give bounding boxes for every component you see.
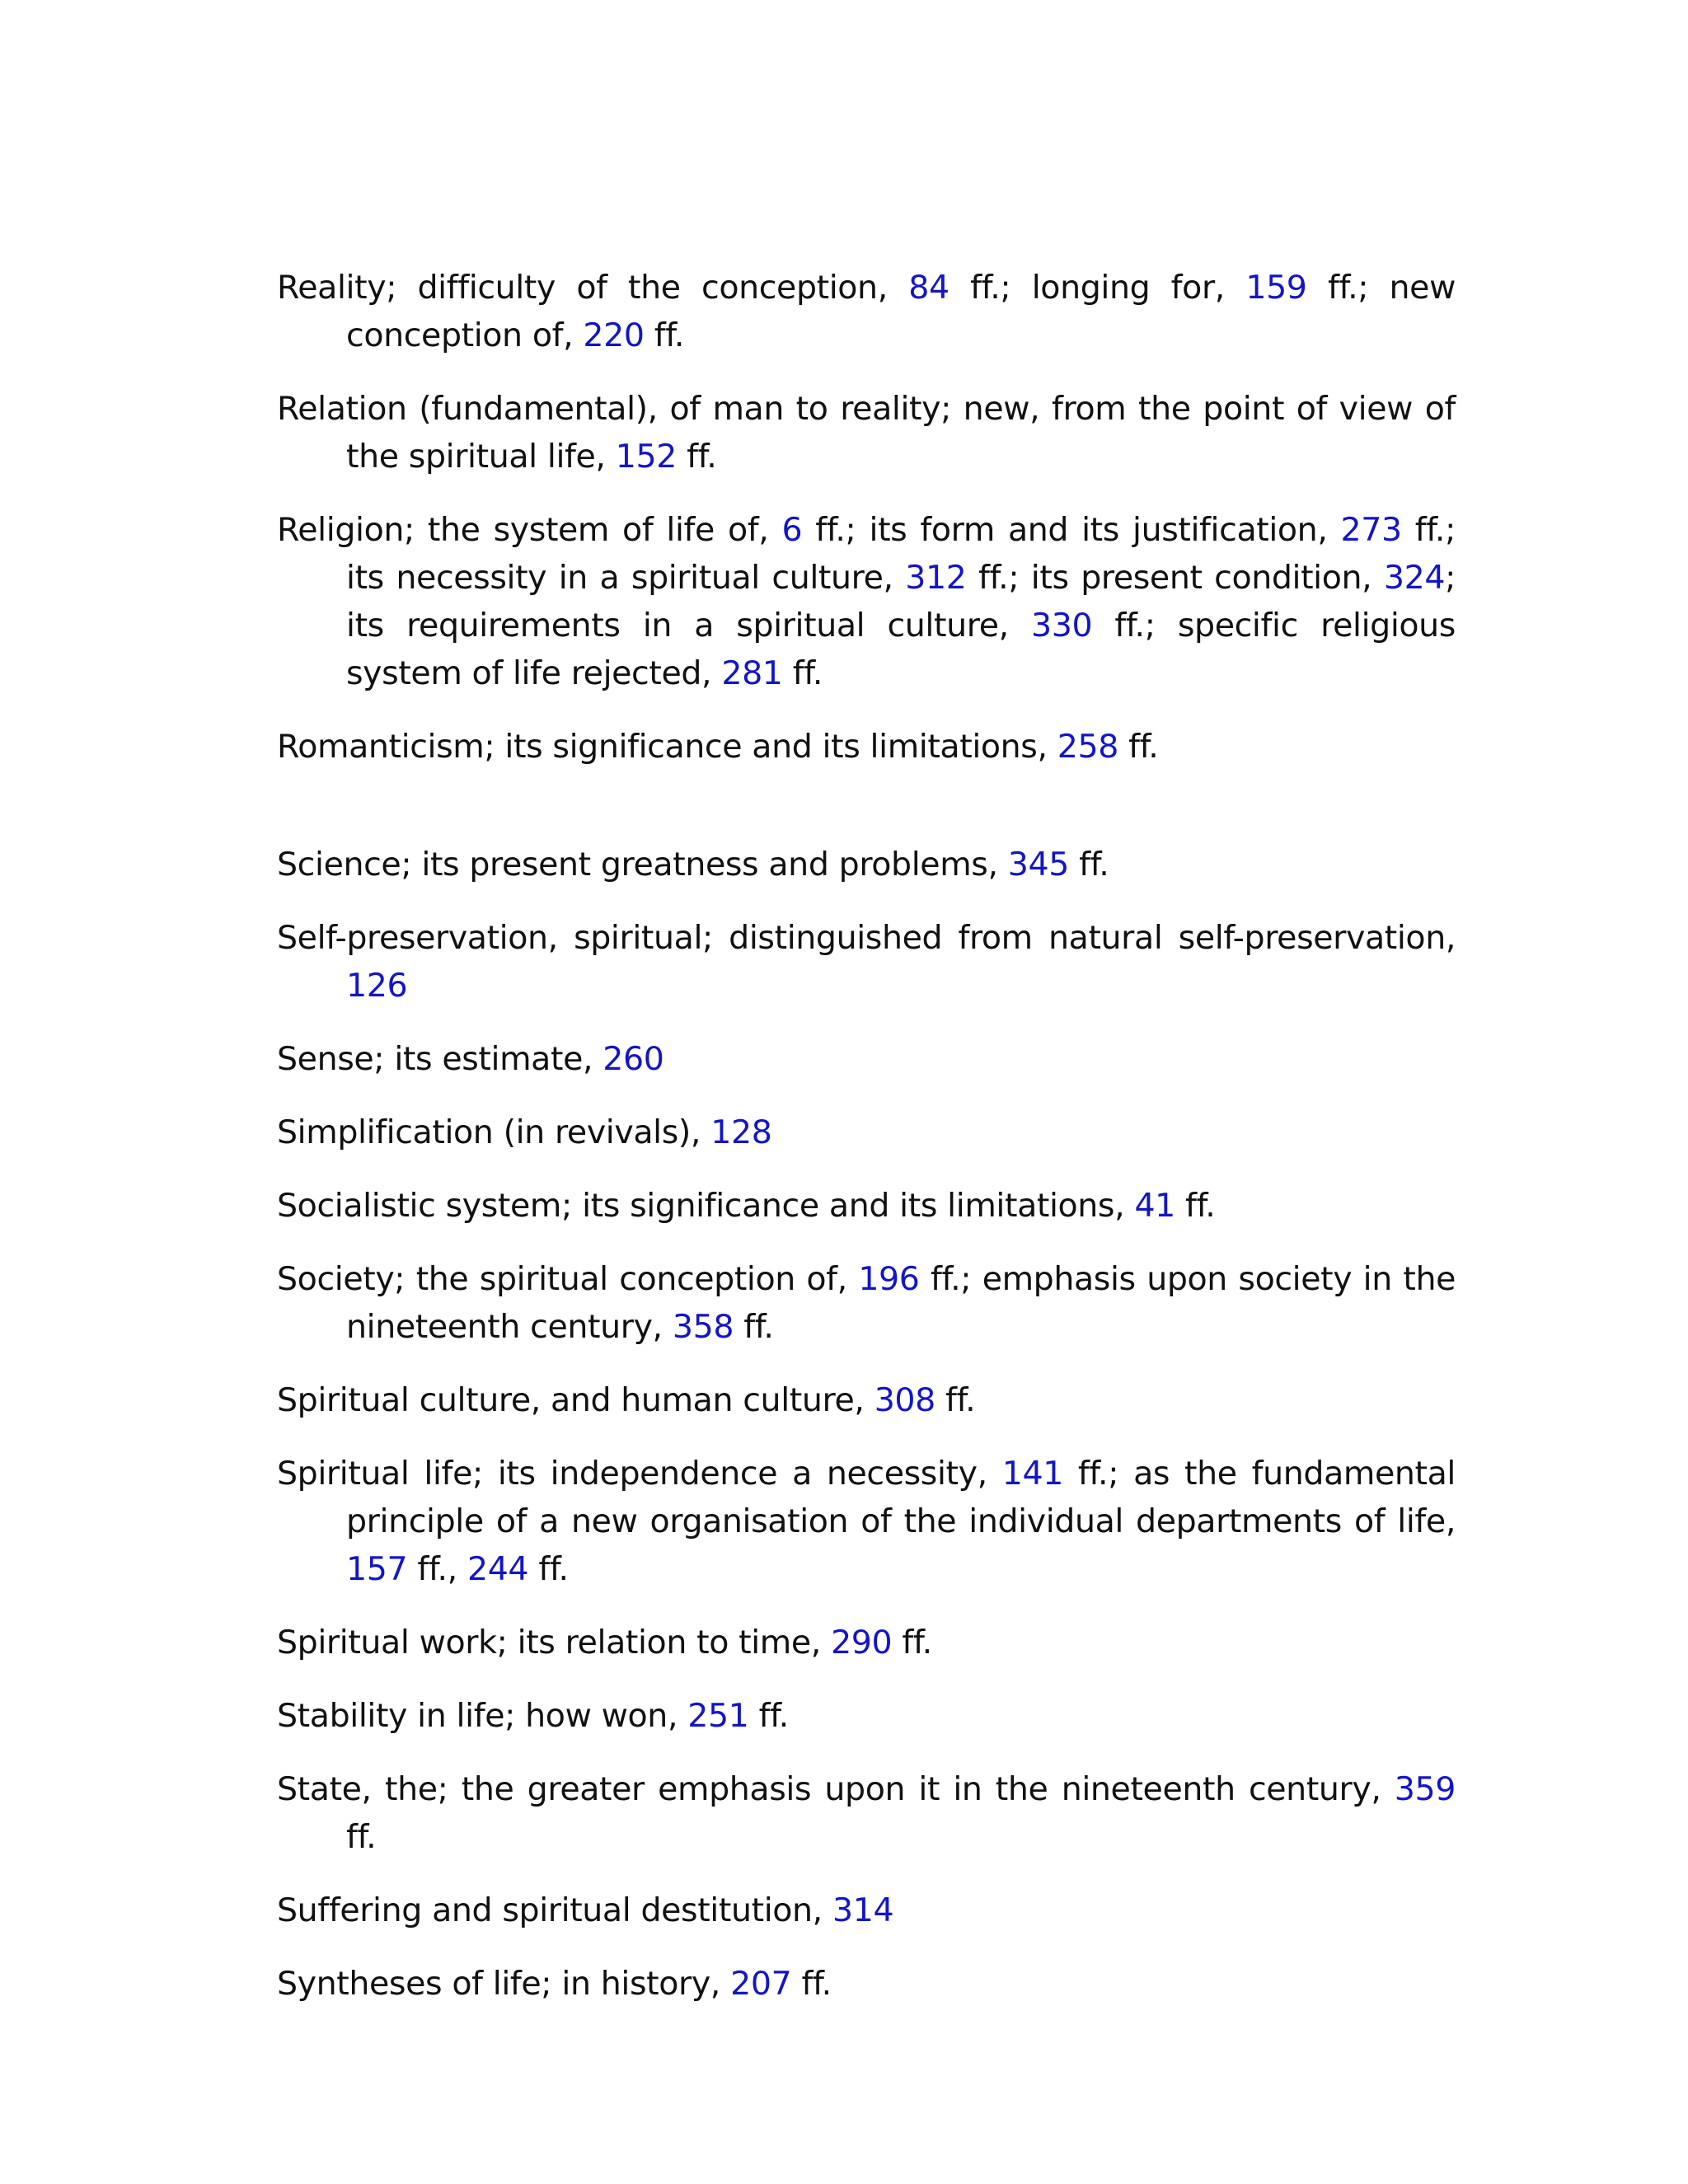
- page-reference-link[interactable]: 260: [603, 1040, 664, 1078]
- page-reference-link[interactable]: 220: [583, 316, 645, 354]
- page-reference-link[interactable]: 152: [615, 438, 677, 476]
- index-entry: [277, 1376, 1456, 1424]
- entry-text: ff.: [782, 654, 823, 692]
- entry-text: ; its requirements in a spiritual culture,: [346, 559, 1456, 644]
- page-reference-link[interactable]: 128: [710, 1113, 772, 1151]
- entry-text: ff.: [644, 316, 685, 354]
- entry-text: ff.: [748, 1697, 789, 1735]
- entry-text: ff.: [1175, 1187, 1216, 1225]
- entry-text: Sense; its estimate,: [277, 1040, 603, 1078]
- page-reference-link[interactable]: 358: [672, 1308, 734, 1346]
- page-reference-link[interactable]: 196: [858, 1260, 920, 1298]
- page-reference-link[interactable]: 324: [1383, 559, 1446, 597]
- index-entry: [277, 1619, 1456, 1666]
- entry-text: ff.; as the fundamental principle of a new organisation of the individual departments of life,: [346, 1455, 1456, 1540]
- index-entry: [277, 1255, 1456, 1351]
- entry-text: Science; its present greatness and problems,: [277, 846, 1008, 883]
- page-reference-link[interactable]: 157: [346, 1550, 408, 1588]
- entry-text: ff.; its necessity in a spiritual culture,: [346, 511, 1456, 597]
- page-reference-link[interactable]: 258: [1057, 728, 1118, 766]
- page-reference-link[interactable]: 290: [831, 1624, 893, 1661]
- entry-text: ff.; emphasis upon society in the nineteenth century,: [346, 1260, 1456, 1346]
- index-entry: [277, 1108, 1456, 1156]
- page-reference-link[interactable]: 6: [781, 511, 803, 549]
- index-entry: [277, 1182, 1456, 1230]
- entry-text: ff.: [346, 1818, 377, 1856]
- entry-text: ff.: [791, 1965, 832, 2003]
- entry-text: Religion; the system of life of,: [277, 511, 782, 549]
- index-entry: [277, 1035, 1456, 1083]
- entry-text: Spiritual work; its relation to time,: [277, 1624, 832, 1661]
- entry-text: ff.: [734, 1308, 774, 1346]
- page-reference-link[interactable]: 244: [467, 1550, 529, 1588]
- entry-text: ff.; specific religious system of life rejected,: [346, 607, 1456, 692]
- page-reference-link[interactable]: 126: [346, 967, 408, 1005]
- entry-text: Suffering and spiritual destitution,: [277, 1891, 832, 1929]
- index-entry: [277, 1960, 1456, 2008]
- entry-text: Romanticism; its significance and its limitations,: [277, 728, 1057, 766]
- page-reference-link[interactable]: 281: [721, 654, 783, 692]
- entry-text: ff.: [676, 438, 717, 476]
- entry-text: Relation (fundamental), of man to reality; new, from the point of view of the spiritual life,: [277, 390, 1456, 476]
- entry-text: Reality; difficulty of the conception,: [277, 269, 909, 307]
- page-reference-link[interactable]: 84: [908, 269, 950, 307]
- page-reference-link[interactable]: 41: [1134, 1187, 1175, 1225]
- entry-text: ff.; new conception of,: [346, 269, 1456, 354]
- index-entry: [277, 1692, 1456, 1740]
- entry-text: ff.; longing for,: [949, 269, 1246, 307]
- entry-text: Syntheses of life; in history,: [277, 1965, 731, 2003]
- entry-text: ff.; its form and its justification,: [802, 511, 1341, 549]
- page-reference-link[interactable]: 141: [1001, 1455, 1063, 1493]
- index-entry: [277, 914, 1456, 1010]
- page-reference-link[interactable]: 207: [730, 1965, 792, 2003]
- index-page: [277, 264, 1456, 2033]
- entry-text: Socialistic system; its significance and its limitations,: [277, 1187, 1135, 1225]
- entry-text: ff.: [528, 1550, 569, 1588]
- entry-text: ff.: [892, 1624, 932, 1661]
- page-reference-link[interactable]: 308: [874, 1381, 935, 1419]
- page-reference-link[interactable]: 273: [1340, 511, 1402, 549]
- index-entry: [277, 723, 1456, 771]
- index-entry: [277, 264, 1456, 359]
- index-entry: [277, 506, 1456, 697]
- entry-text: Spiritual life; its independence a necessity,: [277, 1455, 1002, 1493]
- page-reference-link[interactable]: 345: [1007, 846, 1069, 883]
- entry-text: Simplification (in revivals),: [277, 1113, 711, 1151]
- index-entry: [277, 1450, 1456, 1593]
- page-reference-link[interactable]: 312: [905, 559, 967, 597]
- entry-text: Society; the spiritual conception of,: [277, 1260, 859, 1298]
- page-reference-link[interactable]: 251: [687, 1697, 749, 1735]
- entry-text: State, the; the greater emphasis upon it in the nineteenth century,: [277, 1770, 1395, 1808]
- entry-text: ff.: [935, 1381, 976, 1419]
- entry-text: ff.; its present condition,: [966, 559, 1384, 597]
- page-reference-link[interactable]: 330: [1030, 607, 1093, 644]
- entry-text: ff.,: [407, 1550, 467, 1588]
- page-reference-link[interactable]: 159: [1245, 269, 1307, 307]
- page-reference-link[interactable]: 314: [832, 1891, 894, 1929]
- entry-text: Stability in life; how won,: [277, 1697, 688, 1735]
- page-reference-link[interactable]: 359: [1394, 1770, 1456, 1808]
- index-entry: [277, 385, 1456, 480]
- index-entry: [277, 1886, 1456, 1934]
- entry-text: Self-preservation, spiritual; distinguished from natural self-preservation,: [277, 919, 1456, 957]
- entry-text: Spiritual culture, and human culture,: [277, 1381, 874, 1419]
- index-entry: [277, 1765, 1456, 1861]
- entry-text: ff.: [1118, 728, 1159, 766]
- entry-text: ff.: [1068, 846, 1109, 883]
- index-entry: [277, 841, 1456, 888]
